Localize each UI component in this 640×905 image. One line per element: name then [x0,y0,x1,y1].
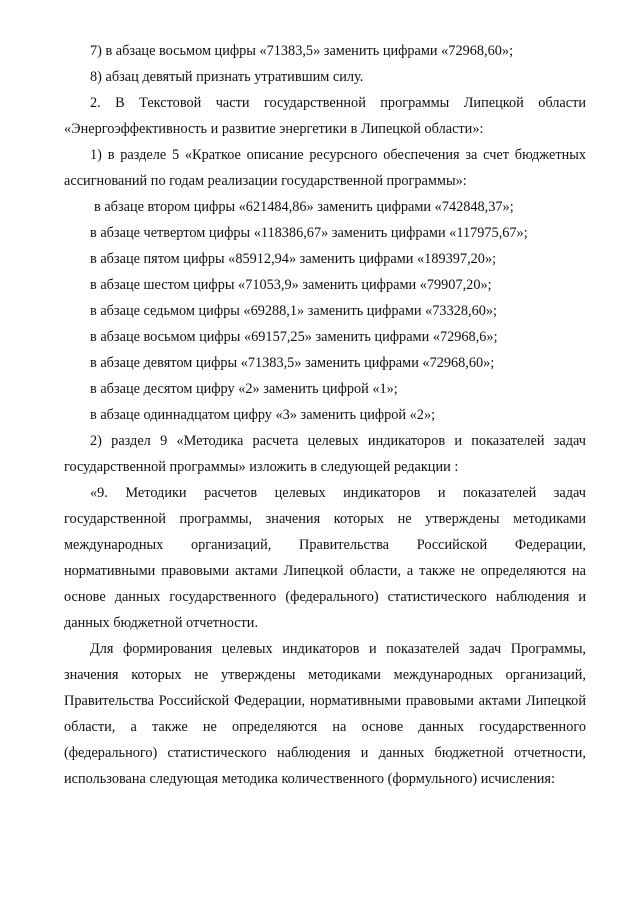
text-line: 2) раздел 9 «Методика расчета целевых индикаторов и показателей задач [90,433,586,449]
text-line: 2. В Текстовой части государственной программы Липецкой области [90,95,586,111]
text-line: в абзаце шестом цифры «71053,9» заменить цифрами «79907,20»; [90,277,492,293]
text-line: государственной программы» изложить в следующей редакции : [64,459,459,475]
text-line: в абзаце восьмом цифры «69157,25» заменить цифрами «72968,6»; [90,329,498,345]
text-line: в абзаце четвертом цифры «118386,67» заменить цифрами «117975,67»; [90,225,528,241]
document-page [64,38,586,792]
text-line: основе данных государственного (федерального) статистического наблюдения и [64,589,586,605]
text-line: в абзаце седьмом цифры «69288,1» заменить цифрами «73328,60»; [90,303,498,319]
text-line: ассигнований по годам реализации государственной программы»: [64,173,467,189]
text-line: «Энергоэффективность и развитие энергетики в Липецкой области»: [64,121,484,137]
text-line: нормативными правовыми актами Липецкой области, а также не определяются на [64,563,586,579]
text-line: данных бюджетной отчетности. [64,615,259,631]
text-line: использована следующая методика количественного (формульного) исчисления: [64,771,555,787]
text-line: 7) в абзаце восьмом цифры «71383,5» заменить цифрами «72968,60»; [90,43,514,59]
text-line: государственной программы, значения которых не утверждены методиками [64,511,586,527]
text-line: (федерального) статистического наблюдения и данных бюджетной отчетности, [64,745,586,761]
text-line: в абзаце одиннадцатом цифру «3» заменить цифрой «2»; [90,407,436,423]
text-line: Правительства Российской Федерации, нормативными правовыми актами Липецкой [64,693,586,709]
text-line: области, а также не определяются на основе данных государственного [64,719,586,735]
text-line: в абзаце десятом цифру «2» заменить цифрой «1»; [90,381,398,397]
text-line: 8) абзац девятый признать утратившим силу. [90,69,364,85]
text-line: международных организаций, Правительства Российской Федерации, [64,537,586,553]
text-line: 1) в разделе 5 «Краткое описание ресурсного обеспечения за счет бюджетных [90,147,586,163]
text-line: в абзаце пятом цифры «85912,94» заменить цифрами «189397,20»; [90,251,497,267]
text-line: значения которых не утверждены методиками международных организаций, [64,667,586,683]
text-line: в абзаце девятом цифры «71383,5» заменить цифрами «72968,60»; [90,355,495,371]
text-line: в абзаце втором цифры «621484,86» заменить цифрами «742848,37»; [94,199,514,215]
text-line: «9. Методики расчетов целевых индикаторов и показателей задач [90,485,586,501]
text-line: Для формирования целевых индикаторов и показателей задач Программы, [90,641,586,657]
